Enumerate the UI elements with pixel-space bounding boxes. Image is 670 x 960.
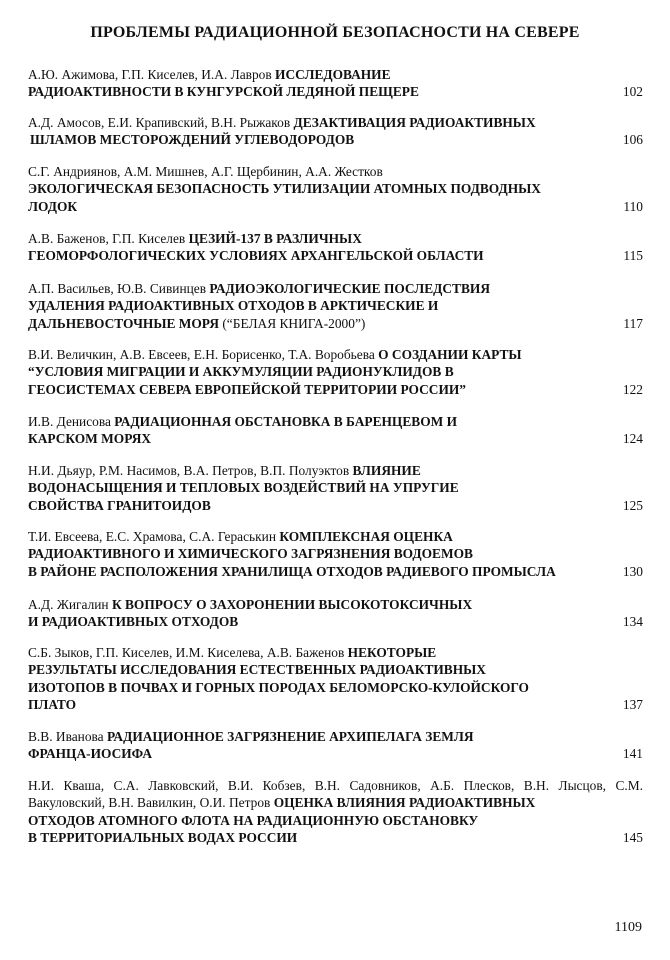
entry-authors: А.П. Васильев, Ю.В. Сивинцев <box>28 281 210 296</box>
entry-title: РАДИАЦИОННОЕ ЗАГРЯЗНЕНИЕ АРХИПЕЛАГА ЗЕМЛЯ <box>106 729 474 744</box>
entry-authors: А.Ю. Ажимова, Г.П. Киселев, И.А. Лавров <box>28 67 276 82</box>
entry-title-cont: И РАДИОАКТИВНЫХ ОТХОДОВ <box>28 614 239 630</box>
entry-title-cont: ОТХОДОВ АТОМНОГО ФЛОТА НА РАДИАЦИОННУЮ ОБСТАНОВКУ <box>28 812 479 828</box>
entry-page-number: 145 <box>622 830 643 846</box>
entry-authors: И.В. Денисова <box>28 414 115 429</box>
entry-authors: С.Б. Зыков, Г.П. Киселев, И.М. Киселева, А.В. Баженов <box>28 645 348 660</box>
toc-entry <box>28 346 643 398</box>
entry-title-cont: ШЛАМОВ МЕСТОРОЖДЕНИЙ УГЛЕВОДОРОДОВ <box>30 132 355 148</box>
toc-entry <box>28 66 643 101</box>
toc-entry <box>28 777 643 847</box>
entry-title: РАДИОЭКОЛОГИЧЕСКИЕ ПОСЛЕДСТВИЯ <box>209 281 491 296</box>
entry-authors: В.В. Иванова <box>28 729 107 744</box>
entry-title: НЕКОТОРЫЕ <box>347 645 437 660</box>
section-title: ПРОБЛЕМЫ РАДИАЦИОННОЙ БЕЗОПАСНОСТИ НА СЕВЕРЕ <box>90 24 580 41</box>
toc-entry <box>28 728 643 763</box>
entry-title: КОМПЛЕКСНАЯ ОЦЕНКА <box>279 529 453 544</box>
toc-entry <box>28 230 643 265</box>
entry-page-number: 115 <box>623 248 643 264</box>
entry-title: О СОЗДАНИИ КАРТЫ <box>378 347 522 362</box>
toc-entry <box>28 596 643 631</box>
entry-title-cont: ГЕОМОРФОЛОГИЧЕСКИХ УСЛОВИЯХ АРХАНГЕЛЬСКОЙ ОБЛАСТИ <box>28 248 484 264</box>
entry-title-cont: ВОДОНАСЫЩЕНИЯ И ТЕПЛОВЫХ ВОЗДЕЙСТВИЙ НА УПРУГИЕ <box>28 480 459 496</box>
entry-page-number: 134 <box>622 614 643 630</box>
entry-authors: В.И. Величкин, А.В. Евсеев, Е.Н. Борисенко, Т.А. Воробьева <box>28 347 379 362</box>
toc-entry <box>28 644 643 714</box>
entry-title: ОЦЕНКА ВЛИЯНИЯ РАДИОАКТИВНЫХ <box>273 795 536 811</box>
toc-entry <box>28 163 643 215</box>
entry-title: ЭКОЛОГИЧЕСКАЯ БЕЗОПАСНОСТЬ УТИЛИЗАЦИИ АТОМНЫХ ПОДВОДНЫХ <box>28 181 541 197</box>
entry-title-cont: РАДИОАКТИВНОСТИ В КУНГУРСКОЙ ЛЕДЯНОЙ ПЕЩЕРЕ <box>28 84 419 100</box>
entry-page-number: 141 <box>622 746 643 762</box>
entry-subtitle: (“БЕЛАЯ КНИГА-2000”) <box>219 315 366 331</box>
entry-title: РАДИАЦИОННАЯ ОБСТАНОВКА В БАРЕНЦЕВОМ И <box>114 414 458 429</box>
entry-title-cont: ЛОДОК <box>28 198 78 214</box>
entry-page-number: 102 <box>622 84 643 100</box>
entry-title-cont: СВОЙСТВА ГРАНИТОИДОВ <box>28 497 211 513</box>
entry-page-number: 124 <box>622 431 643 447</box>
toc-entry <box>28 280 643 332</box>
entry-authors: Н.И. Дьяур, Р.М. Насимов, В.А. Петров, В.П. Полуэктов <box>28 463 353 478</box>
entry-title-cont: РАДИОАКТИВНОГО И ХИМИЧЕСКОГО ЗАГРЯЗНЕНИЯ ВОДОЕМОВ <box>28 546 473 562</box>
entry-page-number: 106 <box>622 132 643 148</box>
entry-title: ВЛИЯНИЕ <box>352 463 421 478</box>
entry-authors: А.Д. Жигалин <box>28 597 112 612</box>
entry-title-cont: ДАЛЬНЕВОСТОЧНЫЕ МОРЯ <box>28 315 219 331</box>
entry-page-number: 117 <box>623 315 643 331</box>
entry-title-cont: ФРАНЦА-ИОСИФА <box>28 746 153 762</box>
entry-page-number: 130 <box>622 563 643 579</box>
entry-title: ДЕЗАКТИВАЦИЯ РАДИОАКТИВНЫХ <box>293 115 536 130</box>
entry-authors: Т.И. Евсеева, Е.С. Храмова, С.А. Гераськин <box>28 529 280 544</box>
page-number: 1109 <box>614 920 642 935</box>
entry-title-cont: РЕЗУЛЬТАТЫ ИССЛЕДОВАНИЯ ЕСТЕСТВЕННЫХ РАДИОАКТИВНЫХ <box>28 662 486 678</box>
toc-entry <box>28 413 643 448</box>
entry-title-cont: ПЛАТО <box>28 697 77 713</box>
entry-title-cont: КАРСКОМ МОРЯХ <box>28 431 152 447</box>
toc-entry <box>28 528 643 580</box>
entry-page-number: 122 <box>622 381 643 397</box>
entry-authors: Вакуловский, В.Н. Вавилкин, О.И. Петров <box>28 795 274 811</box>
entry-authors: Н.И. Кваша, С.А. Лавковский, В.И. Кобзев, В.Н. Садовников, А.Б. Плесков, В.Н. Лысцов, С.М. <box>28 778 643 793</box>
entry-authors: А.В. Баженов, Г.П. Киселев <box>28 231 189 246</box>
entry-authors: С.Г. Андриянов, А.М. Мишнев, А.Г. Щербинин, А.А. Жестков <box>28 164 383 179</box>
entry-title-cont: УДАЛЕНИЯ РАДИОАКТИВНЫХ ОТХОДОВ В АРКТИЧЕСКИЕ И <box>28 298 439 314</box>
entry-title: ЦЕЗИЙ-137 В РАЗЛИЧНЫХ <box>188 231 362 246</box>
entry-page-number: 137 <box>622 697 643 713</box>
entry-title: ИССЛЕДОВАНИЕ <box>275 67 391 82</box>
entry-title-cont: “УСЛОВИЯ МИГРАЦИИ И АККУМУЛЯЦИИ РАДИОНУКЛИДОВ В <box>28 364 454 380</box>
toc-entry <box>28 114 643 149</box>
toc-entry <box>28 462 643 514</box>
entry-title-cont: В РАЙОНЕ РАСПОЛОЖЕНИЯ ХРАНИЛИЩА ОТХОДОВ РАДИЕВОГО ПРОМЫСЛА <box>28 563 556 579</box>
entry-authors: А.Д. Амосов, Е.И. Крапивский, В.Н. Рыжаков <box>28 115 294 130</box>
entry-title-cont: ГЕОСИСТЕМАХ СЕВЕРА ЕВРОПЕЙСКОЙ ТЕРРИТОРИИ РОССИИ” <box>28 381 467 397</box>
entry-title: К ВОПРОСУ О ЗАХОРОНЕНИИ ВЫСОКОТОКСИЧНЫХ <box>111 597 473 612</box>
entry-page-number: 110 <box>623 198 643 214</box>
entry-title-cont: ИЗОТОПОВ В ПОЧВАХ И ГОРНЫХ ПОРОДАХ БЕЛОМОРСКО-КУЛОЙСКОГО <box>28 679 529 695</box>
entry-page-number: 125 <box>622 497 643 513</box>
entry-title-cont: В ТЕРРИТОРИАЛЬНЫХ ВОДАХ РОССИИ <box>28 830 298 846</box>
